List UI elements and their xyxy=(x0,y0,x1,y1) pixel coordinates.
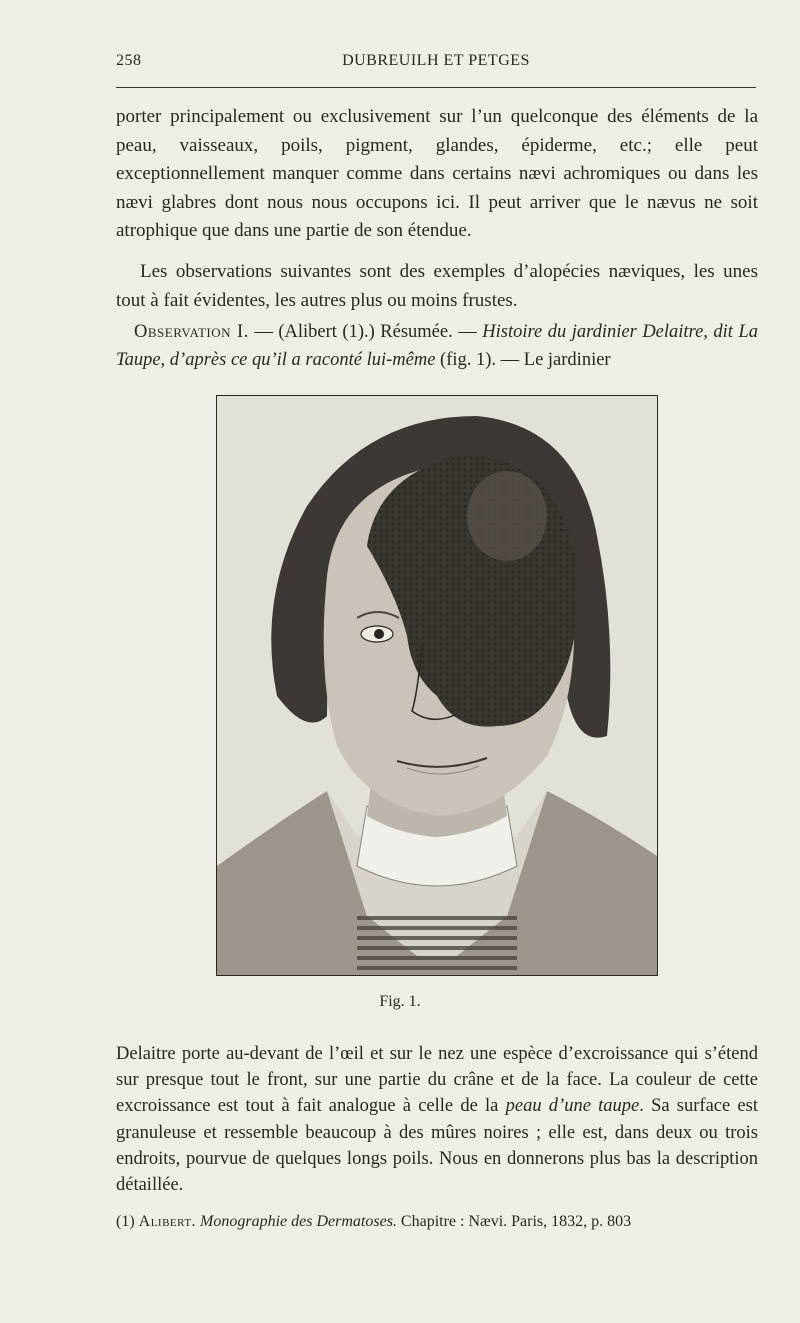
running-title: DUBREUILH ET PETGES xyxy=(342,52,530,69)
paragraph-2: Les observations suivantes sont des exemples d’alopécies næviques, les unes tout à fait évidentes, les autres plus ou moins frustes. xyxy=(116,261,758,311)
observation-tail: (fig. 1). — Le jardinier xyxy=(435,350,611,370)
observation-title: Histoire du jardinier Delaitre, dit La Taupe, d’après ce qu’il a raconté lui-même xyxy=(116,322,758,370)
running-head xyxy=(116,52,756,76)
paragraph-1: porter principalement ou exclusivement sur l’un quelconque des éléments de la peau, vaisseaux, poils, pigment, glandes, épiderme, etc.; elle peut exceptionnellement manquer comme dans certains nævi achromiques ou dans les nævi glabres dont nous nous occupons ici. Il peut arriver que le nævus ne soit atrophique que dans une partie de son étendue. xyxy=(116,106,758,242)
footnote xyxy=(116,1211,756,1233)
footnote-author: Alibert. xyxy=(138,1213,197,1230)
header-rule xyxy=(116,87,756,88)
paragraph-3-part-2: . Sa surface est granuleuse et ressemble beaucoup à des mûres noires ; elle est, dans deux ou trois endroits, pourvue de quelques longs poils. Nous en donnerons plus bas la description détaillée. xyxy=(116,1096,758,1196)
paragraph-3-part-1: Delaitre porte au-devant de l’œil et sur le nez une espèce d’excroissance qui s’étend sur presque tout le front, sur une partie du crâne et de la face. La couleur de cette excroissance est tout à fait analogue à celle de la xyxy=(116,1044,758,1117)
observation-source: — (Alibert (1).) Résumée. — xyxy=(248,322,483,342)
figure-caption: Fig. 1. xyxy=(379,993,421,1010)
footnote-work: Monographie des Dermatoses. xyxy=(200,1213,397,1230)
observation-label: Observation I. xyxy=(134,322,249,342)
footnote-rest: Chapitre : Nævi. Paris, 1832, p. 803 xyxy=(396,1213,632,1230)
figure-plate xyxy=(216,395,658,976)
footnote-marker: (1) xyxy=(116,1213,139,1230)
paragraph-3 xyxy=(116,1041,758,1198)
page-number: 258 xyxy=(116,52,142,69)
paragraph-3-italic: peau d’une taupe xyxy=(505,1096,640,1117)
observation-heading xyxy=(116,318,758,374)
portrait-engraving xyxy=(217,396,657,975)
